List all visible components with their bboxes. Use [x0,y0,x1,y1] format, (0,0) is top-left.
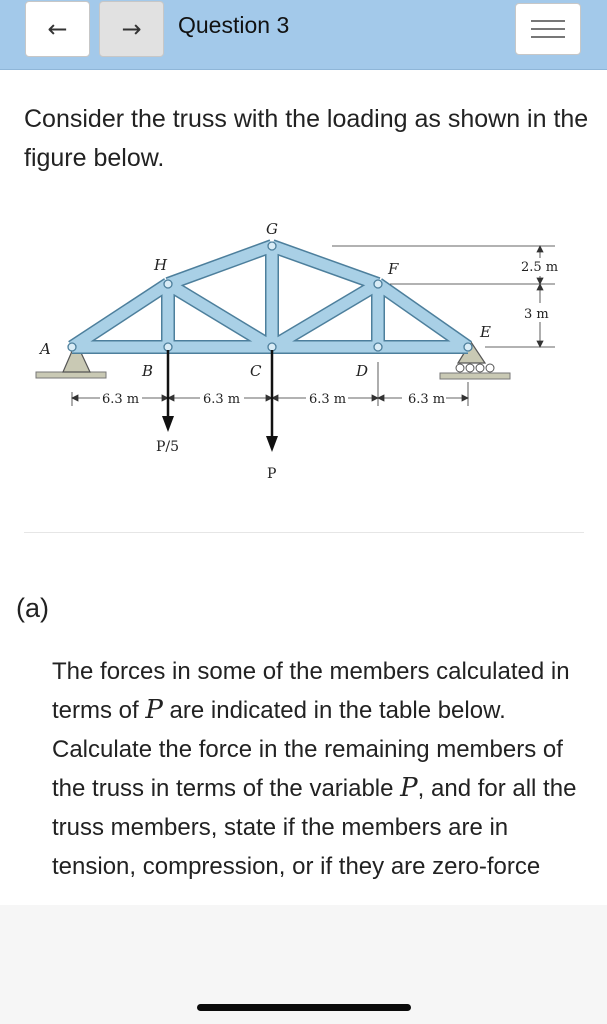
truss-diagram [30,210,580,500]
part-text-segment-2: are indicated in the table below. Calculate the force in the remaining members of the truss in terms of the variable [52,697,563,802]
span-label-ab: 6.3 m [102,392,140,407]
part-text-segment-1: The forces in some of the members calculated in terms of [52,658,570,724]
section-divider [24,532,584,533]
joint-label-d: D [356,362,369,380]
question-title: Question 3 [178,12,290,38]
joint-label-e: E [480,323,491,341]
span-label-bc: 6.3 m [203,392,241,407]
load-label-b: P/5 [156,439,180,455]
menu-icon-bar-middle [531,28,565,30]
truss-members [72,246,468,347]
load-label-c: P [267,466,277,482]
forward-arrow-icon: → [121,15,142,43]
top-bar [0,0,607,70]
span-label-de: 6.3 m [408,392,446,407]
load-arrow-b [162,350,174,432]
variable-p-2: P [400,773,418,803]
home-indicator[interactable] [197,1004,411,1011]
joint-label-g: G [266,220,278,238]
menu-button[interactable] [515,3,581,55]
height-label-lower: 3 m [524,307,549,322]
back-button[interactable] [25,1,90,57]
joint-label-c: C [250,362,262,380]
menu-icon-bar-top [531,20,565,22]
span-label-cd: 6.3 m [309,392,347,407]
joint-label-f: F [388,260,399,278]
back-arrow-icon: ← [47,15,68,43]
part-text-segment-3: , and for all the truss members, state if the members are in tension, compression, or if they are zero-force [52,775,577,880]
load-arrow-c [266,350,278,452]
joint-label-a: A [40,340,51,358]
height-label-upper: 2.5 m [521,260,559,275]
question-intro: Consider the truss with the loading as shown in the figure below. [24,105,589,172]
joint-label-b: B [142,362,154,380]
joint-label-h: H [154,256,168,274]
truss-figure [30,210,580,500]
part-label: (a) [16,593,49,623]
forward-button[interactable] [99,1,164,57]
part-a-description [52,652,592,905]
variable-p-1: P [145,695,163,725]
menu-icon-bar-bottom [531,36,565,38]
